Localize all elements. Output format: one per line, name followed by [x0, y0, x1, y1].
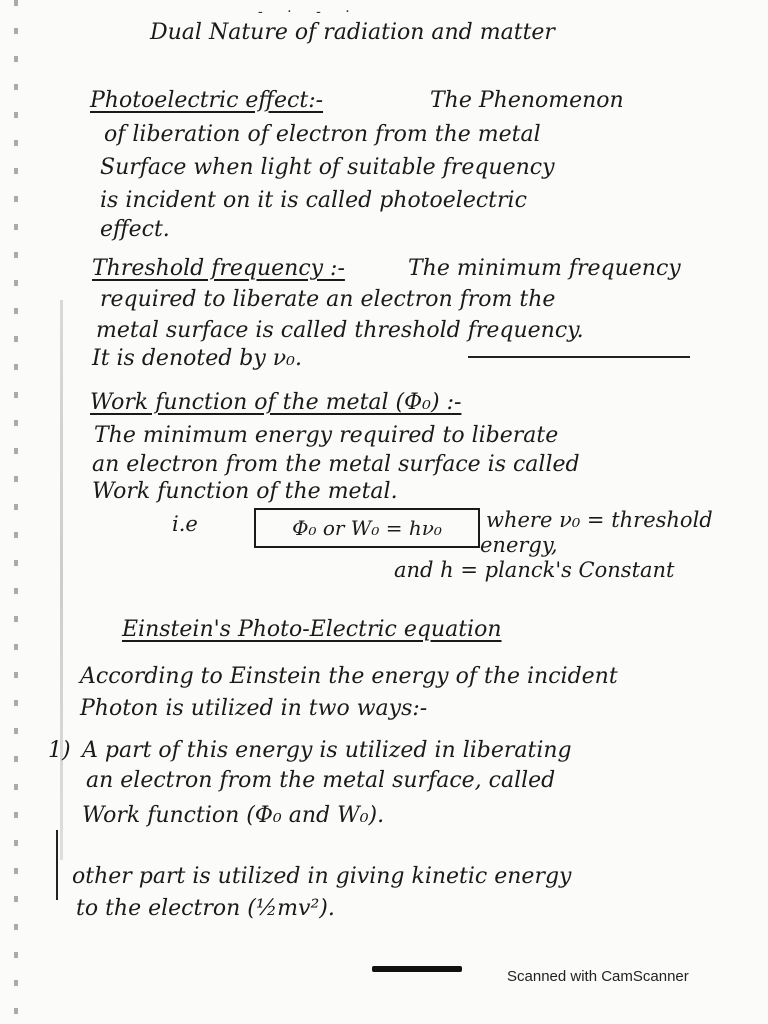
formula-where-note: energy, [480, 533, 558, 557]
photoelectric-line: is incident on it is called photoelectric [100, 188, 527, 213]
photoelectric-line: effect. [100, 217, 170, 242]
threshold-line: metal surface is called threshold frequency. [96, 318, 584, 343]
work-function-heading: Work function of the metal (Φ₀) :- [90, 390, 462, 415]
header-dots: - · - · [258, 4, 360, 20]
threshold-line: required to liberate an electron from the [100, 287, 556, 312]
formula-where-note: where ν₀ = threshold [486, 508, 713, 532]
section-divider [468, 356, 690, 358]
threshold-heading: Threshold frequency :- [92, 256, 345, 281]
list-number: 1) [48, 738, 71, 763]
formula-where-note: and h = planck's Constant [394, 558, 675, 582]
ink-smudge [372, 966, 462, 972]
photoelectric-line: Surface when light of suitable frequency [100, 155, 555, 180]
einstein-item-line: other part is utilized in giving kinetic energy [72, 864, 572, 889]
einstein-item-line: A part of this energy is utilized in liberating [82, 738, 572, 763]
einstein-line: Photon is utilized in two ways:- [80, 696, 428, 721]
work-function-formula-box: Φ₀ or W₀ = hν₀ [254, 508, 480, 548]
work-function-line: an electron from the metal surface is called [92, 452, 580, 477]
work-function-line: Work function of the metal. [92, 479, 398, 504]
photoelectric-line: The Phenomenon [430, 88, 624, 113]
margin-bracket [56, 830, 58, 900]
einstein-item-line: Work function (Φ₀ and W₀). [82, 803, 385, 828]
page-title: Dual Nature of radiation and matter [150, 20, 555, 45]
page-margin-holes [14, 0, 18, 1024]
scan-watermark: Scanned with CamScanner [507, 968, 689, 985]
einstein-line: According to Einstein the energy of the incident [80, 664, 618, 689]
threshold-line: It is denoted by ν₀. [92, 346, 302, 371]
work-function-line: The minimum energy required to liberate [94, 423, 559, 448]
ie-label: i.e [172, 512, 198, 536]
einstein-heading: Einstein's Photo-Electric equation [122, 617, 502, 642]
einstein-item-line: an electron from the metal surface, called [86, 768, 556, 793]
einstein-item-line: to the electron (½mv²). [76, 896, 335, 921]
threshold-line: The minimum frequency [408, 256, 681, 281]
photoelectric-line: of liberation of electron from the metal [104, 122, 541, 147]
page-fold-shadow [60, 300, 63, 860]
photoelectric-heading: Photoelectric effect:- [90, 88, 324, 113]
